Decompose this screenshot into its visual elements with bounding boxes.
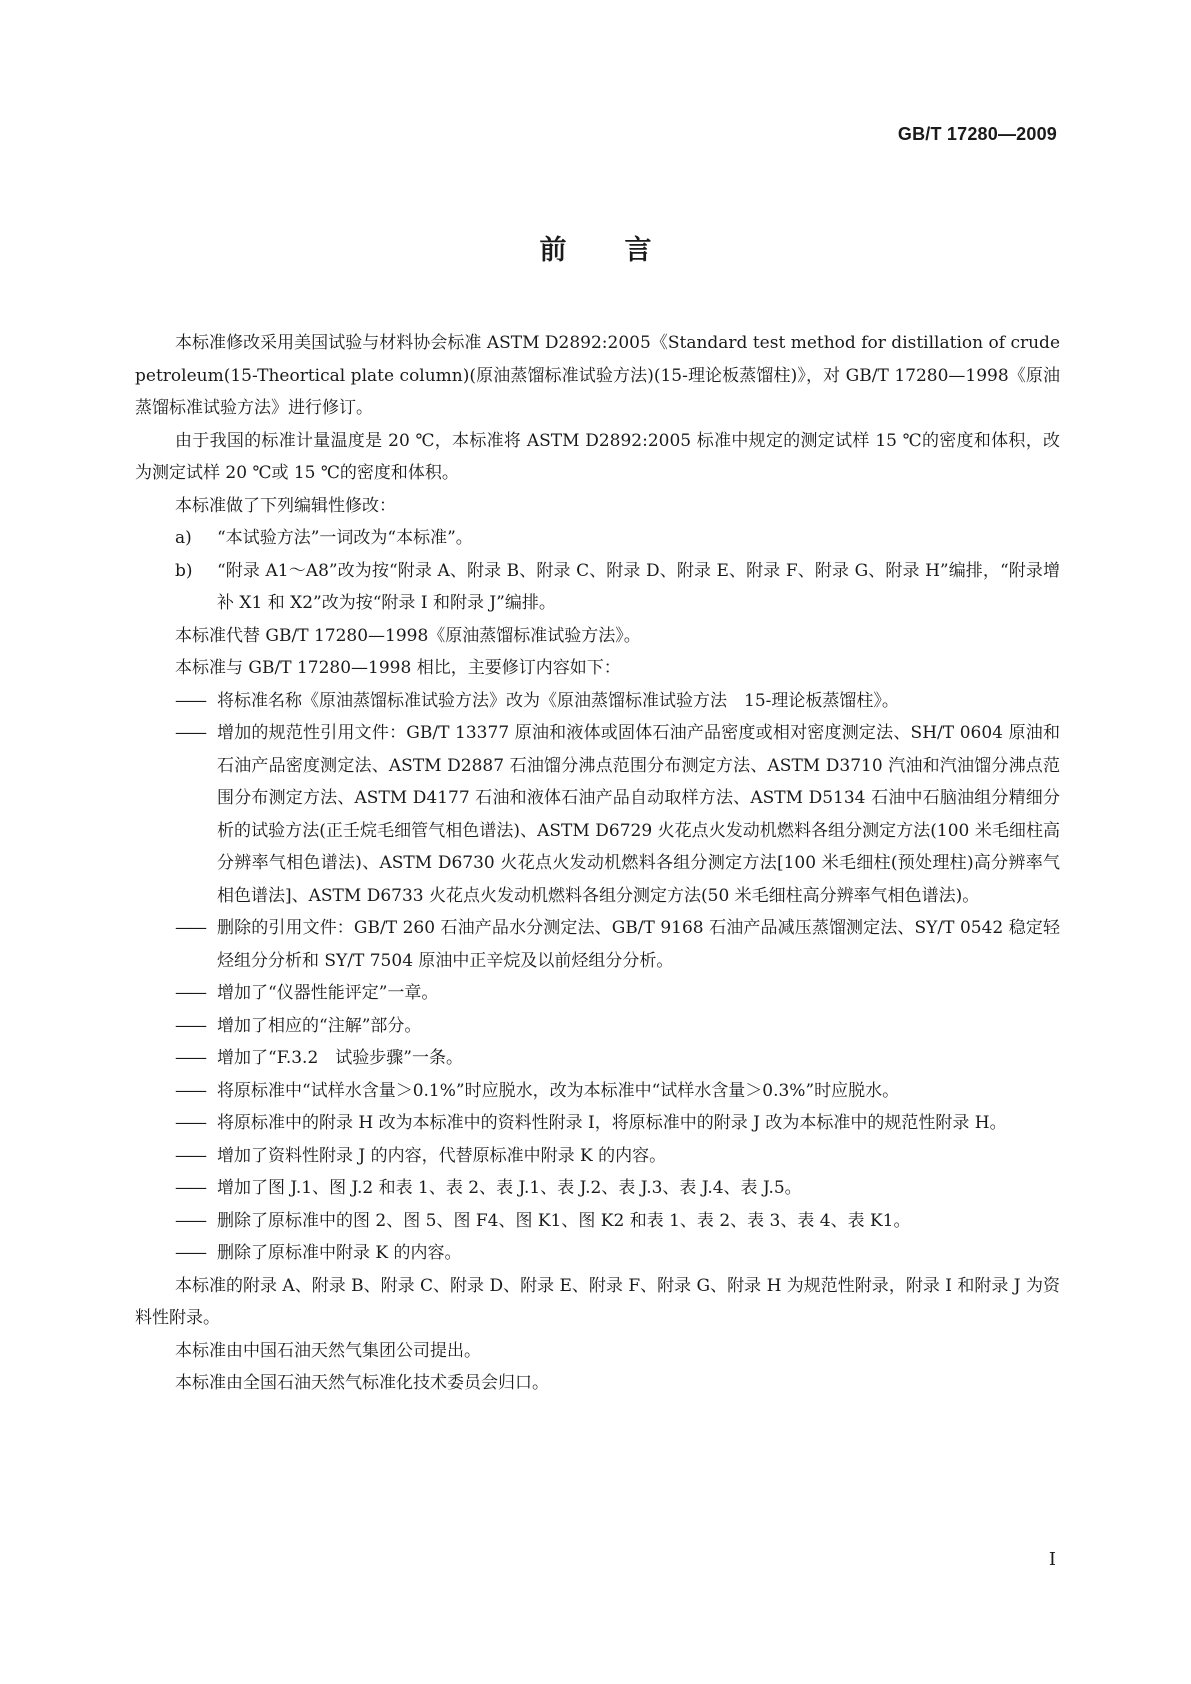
paragraph-proposed-by: 本标准由中国石油天然气集团公司提出。 bbox=[175, 1340, 481, 1361]
change-text: 删除了原标准中附录 K 的内容。 bbox=[217, 1243, 462, 1263]
dash-marker: —— bbox=[175, 1080, 205, 1101]
change-text: 增加了“仪器性能评定”一章。 bbox=[217, 983, 439, 1003]
change-text: 增加的规范性引用文件：GB/T 13377 原油和液体或固体石油产品密度或相对密度测定法、SH/T 0604 原油和石油产品密度测定法、ASTM D2887 石油馏分沸点范围分布测定方法、ASTM D3710 汽油和汽油馏分沸点范围分布测定方法、ASTM D4177 石油和液体石油产品自动取样方法、ASTM D5134 石油中石脑油组分精细分析的试验方法(正壬烷毛细管气相色谱法)、ASTM D6729 火花点火发动机燃料各组分测定方法(100 米毛细柱高分辨率气相色谱法)、ASTM D6730 火花点火发动机燃料各组分测定方法[100 米毛细柱(预处理柱)高分辨率气相色谱法]、ASTM D6733 火花点火发动机燃料各组分测定方法(50 米毛细柱高分辨率气相色谱法)。 bbox=[217, 723, 1060, 906]
page-number: I bbox=[1048, 1549, 1056, 1570]
change-text: 增加了资料性附录 J 的内容，代替原标准中附录 K 的内容。 bbox=[217, 1145, 667, 1166]
foreword-body bbox=[135, 327, 1060, 1400]
change-item bbox=[135, 912, 1060, 977]
change-text: 将原标准中的附录 H 改为本标准中的资料性附录 I，将原标准中的附录 J 改为本标准中的规范性附录 H。 bbox=[217, 1113, 1007, 1133]
paragraph-temperature: 由于我国的标准计量温度是 20 ℃，本标准将 ASTM D2892:2005 标准中规定的测定试样 15 ℃的密度和体积，改为测定试样 20 ℃或 15 ℃的密度和体积。 bbox=[135, 430, 1060, 483]
paragraph-editorial-intro: 本标准做了下列编辑性修改： bbox=[175, 495, 396, 516]
dash-marker: —— bbox=[175, 1113, 205, 1133]
dash-marker: —— bbox=[175, 1178, 205, 1198]
change-item bbox=[135, 1107, 1060, 1140]
change-item bbox=[135, 977, 1060, 1010]
change-item bbox=[135, 1172, 1060, 1205]
change-item bbox=[135, 1010, 1060, 1043]
dash-marker: —— bbox=[175, 1048, 205, 1068]
change-text: 增加了相应的“注解”部分。 bbox=[217, 1015, 422, 1036]
editorial-item bbox=[135, 522, 1060, 555]
title-char-2: 言 bbox=[624, 235, 652, 266]
change-item bbox=[135, 685, 1060, 718]
dash-marker: —— bbox=[175, 1145, 205, 1166]
dash-marker: —— bbox=[175, 983, 205, 1003]
change-text: 删除的引用文件：GB/T 260 石油产品水分测定法、GB/T 9168 石油产品减压蒸馏测定法、SY/T 0542 稳定轻烃组分分析和 SY/T 7504 原油中正辛烷及以前烃组分分析。 bbox=[217, 918, 1060, 971]
item-text: “附录 A1～A8”改为按“附录 A、附录 B、附录 C、附录 D、附录 E、附录 F、附录 G、附录 H”编排，“附录增补 X1 和 X2”改为按“附录 I 和附录 J”编排。 bbox=[217, 560, 1060, 613]
paragraph-replaces: 本标准代替 GB/T 17280—1998《原油蒸馏标准试验方法》。 bbox=[175, 625, 641, 646]
change-item bbox=[135, 1075, 1060, 1108]
editorial-item bbox=[135, 555, 1060, 620]
change-item bbox=[135, 717, 1060, 912]
page-title bbox=[0, 228, 1191, 267]
change-text: 删除了原标准中的图 2、图 5、图 F4、图 K1、图 K2 和表 1、表 2、表 3、表 4、表 K1。 bbox=[217, 1210, 911, 1231]
change-item bbox=[135, 1205, 1060, 1238]
title-char-1: 前 bbox=[539, 235, 567, 266]
change-item bbox=[135, 1042, 1060, 1075]
change-item bbox=[135, 1140, 1060, 1173]
change-text: 将原标准中“试样水含量＞0.1%”时应脱水，改为本标准中“试样水含量＞0.3%”时应脱水。 bbox=[217, 1080, 900, 1101]
paragraph-managed-by: 本标准由全国石油天然气标准化技术委员会归口。 bbox=[175, 1373, 549, 1393]
item-text: “本试验方法”一词改为“本标准”。 bbox=[217, 528, 473, 548]
change-text: 将标准名称《原油蒸馏标准试验方法》改为《原油蒸馏标准试验方法 15-理论板蒸馏柱》。 bbox=[217, 690, 899, 711]
dash-marker: —— bbox=[175, 1015, 205, 1036]
dash-marker: —— bbox=[175, 690, 205, 711]
dash-marker: —— bbox=[175, 918, 205, 938]
change-text: 增加了“F.3.2 试验步骤”一条。 bbox=[217, 1048, 463, 1068]
item-marker: b) bbox=[175, 560, 193, 581]
dash-marker: —— bbox=[175, 1210, 205, 1231]
paragraph-annexes: 本标准的附录 A、附录 B、附录 C、附录 D、附录 E、附录 F、附录 G、附录 H 为规范性附录，附录 I 和附录 J 为资料性附录。 bbox=[135, 1275, 1060, 1328]
item-marker: a) bbox=[175, 528, 192, 548]
change-item bbox=[135, 1237, 1060, 1270]
dash-marker: —— bbox=[175, 723, 205, 743]
paragraph-changes-intro: 本标准与 GB/T 17280—1998 相比，主要修订内容如下： bbox=[175, 658, 621, 678]
dash-marker: —— bbox=[175, 1243, 205, 1263]
change-text: 增加了图 J.1、图 J.2 和表 1、表 2、表 J.1、表 J.2、表 J.3、表 J.4、表 J.5。 bbox=[217, 1178, 802, 1198]
standard-code: GB/T 17280—2009 bbox=[897, 124, 1057, 144]
paragraph-adoption: 本标准修改采用美国试验与材料协会标准 ASTM D2892:2005《Standard test method for distillation of crude petroleum(15-Theortical plate column)(原油蒸馏标准试验方法)(15-理论板蒸馏柱)》，对 GB/T 17280—1998《原油蒸馏标准试验方法》进行修订。 bbox=[135, 333, 1060, 418]
